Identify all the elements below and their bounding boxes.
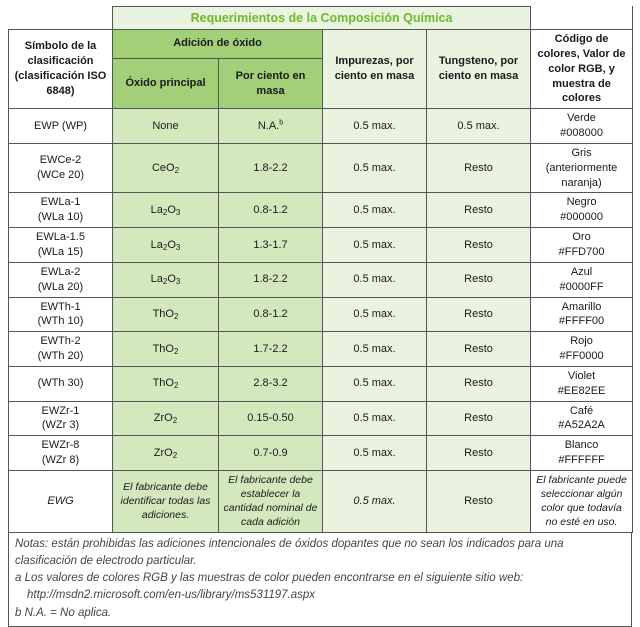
table-row bbox=[9, 297, 633, 332]
oxide-formula: La bbox=[150, 238, 163, 251]
table-row bbox=[9, 401, 633, 436]
classification-cell: EWP (WP) bbox=[9, 109, 113, 144]
impurities-cell: 0.5 max. bbox=[323, 332, 427, 367]
oxide-formula: La bbox=[150, 203, 163, 216]
ewg-classification: EWG bbox=[9, 470, 113, 532]
composition-document bbox=[8, 6, 632, 627]
notes-section bbox=[8, 533, 632, 627]
table-row bbox=[9, 262, 633, 297]
oxide-formula: CeO bbox=[151, 161, 175, 174]
mass-percent-cell: N.A.$^b$ bbox=[219, 109, 323, 144]
ewg-tungsten: Resto bbox=[427, 470, 531, 532]
table-row bbox=[9, 436, 633, 471]
impurities-cell: 0.5 max. bbox=[323, 436, 427, 471]
table-row bbox=[9, 332, 633, 367]
color-code-cell: Azul #0000FF bbox=[531, 262, 633, 297]
ewg-oxide-note: El fabricante debe identificar todas las adiciones. bbox=[113, 470, 219, 532]
composition-table bbox=[8, 6, 633, 533]
table-super-header-row bbox=[9, 7, 633, 30]
classification-cell: EWZr-8 (WZr 8) bbox=[9, 436, 113, 471]
classification-cell: EWTh-2 (WTh 20) bbox=[9, 332, 113, 367]
impurities-cell: 0.5 max. bbox=[323, 193, 427, 228]
impurities-cell: 0.5 max. bbox=[323, 109, 427, 144]
tungsten-cell: Resto bbox=[427, 366, 531, 401]
classification-cell: EWLa-1.5 (WLa 15) bbox=[9, 228, 113, 263]
tungsten-cell: Resto bbox=[427, 436, 531, 471]
color-code-cell: Oro #FFD700 bbox=[531, 228, 633, 263]
principal-oxide-cell: $La_2O_3$ bbox=[113, 193, 219, 228]
color-code-cell: Gris (anteriormente naranja) bbox=[531, 143, 633, 193]
principal-oxide-cell: ZrO$_2$ bbox=[113, 401, 219, 436]
table-row bbox=[9, 193, 633, 228]
principal-oxide-header: Óxido principal bbox=[113, 58, 219, 108]
ewg-row bbox=[9, 470, 633, 532]
classification-cell: EWCe-2 (WCe 20) bbox=[9, 143, 113, 193]
mass-percent-cell: 1.7-2.2 bbox=[219, 332, 323, 367]
note-a: a Los valores de colores RGB y las muestras de color pueden encontrarse en el siguiente sitio web: bbox=[15, 572, 524, 585]
oxide-formula: ZrO bbox=[153, 446, 173, 459]
ewg-mass-note: El fabricante debe establecer la cantidad nominal de cada adición bbox=[219, 470, 323, 532]
classification-cell: EWZr-1 (WZr 3) bbox=[9, 401, 113, 436]
tungsten-cell: Resto bbox=[427, 262, 531, 297]
color-code-cell: Amarillo #FFFF00 bbox=[531, 297, 633, 332]
principal-oxide-cell: $La_2O_3$ bbox=[113, 262, 219, 297]
impurities-cell: 0.5 max. bbox=[323, 401, 427, 436]
impurities-cell: 0.5 max. bbox=[323, 228, 427, 263]
table-title: Requerimientos de la Composición Química bbox=[113, 7, 531, 30]
impurities-cell: 0.5 max. bbox=[323, 143, 427, 193]
tungsten-cell: Resto bbox=[427, 143, 531, 193]
tungsten-cell: Resto bbox=[427, 297, 531, 332]
impurities-cell: 0.5 max. bbox=[323, 297, 427, 332]
note-b: b N.A. = No aplica. bbox=[15, 606, 112, 619]
classification-cell: EWLa-2 (WLa 20) bbox=[9, 262, 113, 297]
color-code-cell: Negro #000000 bbox=[531, 193, 633, 228]
mass-percent-cell: 0.15-0.50 bbox=[219, 401, 323, 436]
impurities-header: Impurezas, por ciento en masa bbox=[323, 30, 427, 109]
classification-header: Símbolo de la clasificación (clasificación ISO 6848) bbox=[9, 30, 113, 109]
table-row bbox=[9, 143, 633, 193]
principal-oxide-cell: $La_2O_3$ bbox=[113, 228, 219, 263]
oxide-formula: ZrO bbox=[153, 411, 173, 424]
table-row bbox=[9, 366, 633, 401]
principal-oxide-cell: ThO$_2$ bbox=[113, 332, 219, 367]
oxide-formula: ThO bbox=[152, 307, 174, 320]
table-row bbox=[9, 109, 633, 144]
color-code-cell: Verde #008000 bbox=[531, 109, 633, 144]
notes-main: Notas: están prohibidas las adiciones intencionales de óxidos dopantes que no sean los indicados para una clasificación de electrodo particular. bbox=[15, 537, 564, 567]
blank-corner-right bbox=[531, 7, 633, 30]
tungsten-cell: Resto bbox=[427, 228, 531, 263]
principal-oxide-cell: ZrO$_2$ bbox=[113, 436, 219, 471]
principal-oxide-cell: CeO$_2$ bbox=[113, 143, 219, 193]
classification-cell: (WTh 30) bbox=[9, 366, 113, 401]
table-row bbox=[9, 228, 633, 263]
mass-percent-header: Por ciento en masa bbox=[219, 58, 323, 108]
classification-cell: EWTh-1 (WTh 10) bbox=[9, 297, 113, 332]
color-code-cell: Blanco #FFFFFF bbox=[531, 436, 633, 471]
tungsten-cell: Resto bbox=[427, 332, 531, 367]
oxide-addition-header: Adición de óxido bbox=[113, 30, 323, 59]
classification-cell: EWLa-1 (WLa 10) bbox=[9, 193, 113, 228]
principal-oxide-cell bbox=[113, 109, 219, 144]
oxide-formula: La bbox=[150, 273, 163, 286]
oxide-formula: ThO bbox=[152, 342, 174, 355]
header-row-1 bbox=[9, 30, 633, 59]
tungsten-cell: Resto bbox=[427, 401, 531, 436]
oxide-formula: ThO bbox=[152, 377, 174, 390]
mass-percent-cell: 0.7-0.9 bbox=[219, 436, 323, 471]
principal-oxide-cell: ThO$_2$ bbox=[113, 366, 219, 401]
color-code-cell: Violet #EE82EE bbox=[531, 366, 633, 401]
color-code-cell: Café #A52A2A bbox=[531, 401, 633, 436]
mass-percent-cell: 1.8-2.2 bbox=[219, 143, 323, 193]
principal-oxide-cell: ThO$_2$ bbox=[113, 297, 219, 332]
tungsten-cell: Resto bbox=[427, 193, 531, 228]
color-code-header: Código de colores, Valor de color RGB, y muestra de colores bbox=[531, 30, 633, 109]
impurities-cell: 0.5 max. bbox=[323, 366, 427, 401]
mass-percent-cell: 0.8-1.2 bbox=[219, 193, 323, 228]
ewg-color-note: El fabricante puede seleccionar algún color que todavía no esté en uso. bbox=[531, 470, 633, 532]
tungsten-header: Tungsteno, por ciento en masa bbox=[427, 30, 531, 109]
mass-percent-cell: 2.8-3.2 bbox=[219, 366, 323, 401]
impurities-cell: 0.5 max. bbox=[323, 262, 427, 297]
oxide-formula: None bbox=[152, 119, 179, 132]
ewg-impurities: 0.5 max. bbox=[323, 470, 427, 532]
mass-percent-cell: 1.8-2.2 bbox=[219, 262, 323, 297]
tungsten-cell: 0.5 max. bbox=[427, 109, 531, 144]
blank-corner bbox=[9, 7, 113, 30]
color-code-cell: Rojo #FF0000 bbox=[531, 332, 633, 367]
table-body bbox=[9, 109, 633, 471]
mass-percent-cell: 1.3-1.7 bbox=[219, 228, 323, 263]
mass-percent-cell: 0.8-1.2 bbox=[219, 297, 323, 332]
note-a-url: http://msdn2.microsoft.com/en-us/library/ms531197.aspx bbox=[27, 589, 316, 602]
